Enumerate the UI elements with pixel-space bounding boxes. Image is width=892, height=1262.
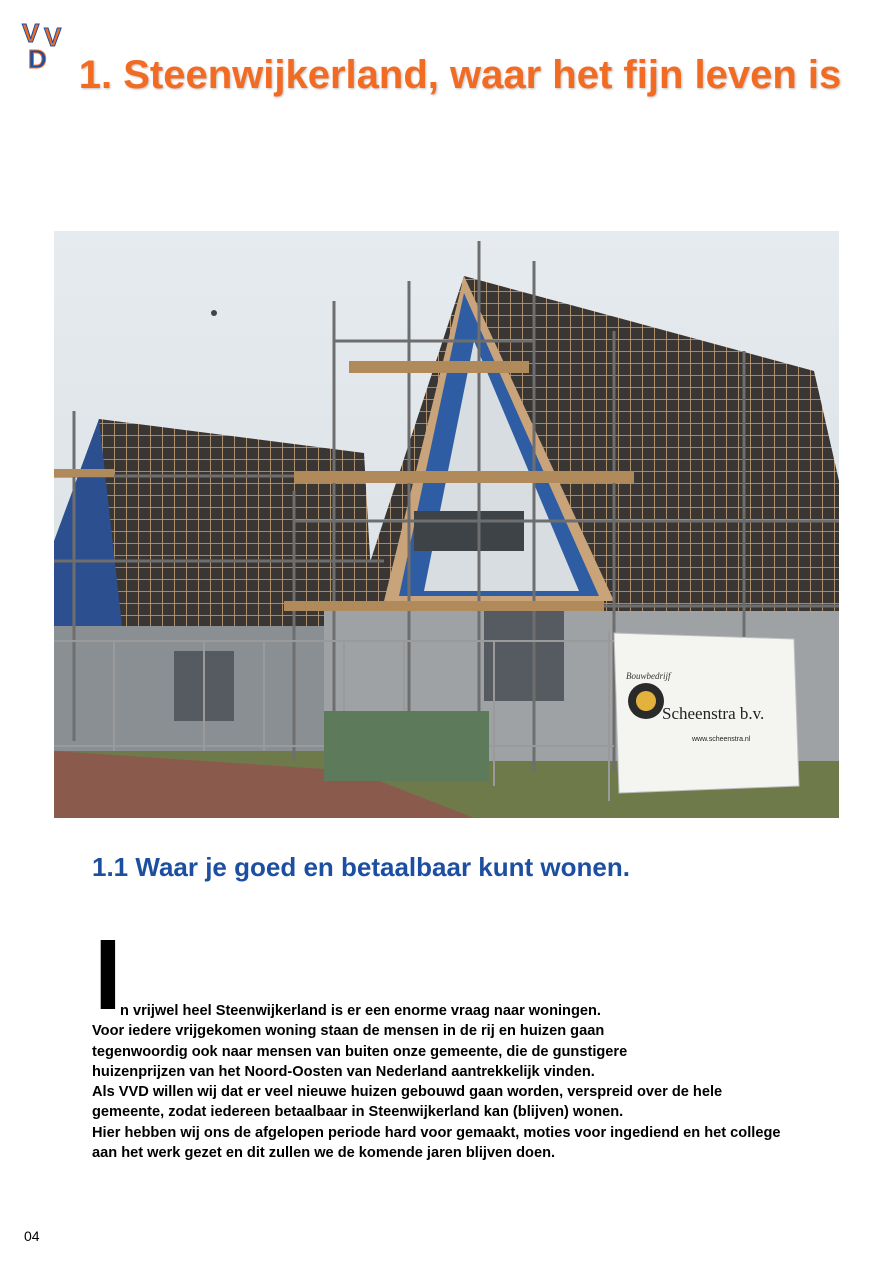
body-line: aan het werk gezet en dit zullen we de komende jaren blijven doen. bbox=[92, 1145, 556, 1162]
body-line: huizenprijzen van het Noord-Oosten van Nederland aantrekkelijk vinden. bbox=[92, 1063, 595, 1080]
body-line: Voor iedere vrijgekomen woning staan de mensen in de rij en huizen gaan bbox=[92, 1023, 605, 1040]
drop-cap: I bbox=[94, 919, 122, 1031]
page-title: 1. Steenwijkerland, waar het fijn leven is bbox=[78, 53, 842, 97]
body-line: gemeente, zodat iedereen betaalbaar in Steenwijkerland kan (blijven) wonen. bbox=[92, 1104, 624, 1121]
body-paragraph bbox=[92, 933, 882, 1163]
page-number: 04 bbox=[24, 1228, 40, 1244]
banner-company: Scheenstra b.v. bbox=[662, 704, 765, 723]
banner-line1: Bouwbedrijf bbox=[626, 671, 671, 681]
section-subtitle: 1.1 Waar je goed en betaalbaar kunt wonen. bbox=[92, 852, 630, 882]
svg-text:V: V bbox=[22, 18, 40, 48]
body-line: Als VVD willen wij dat er veel nieuwe huizen gebouwd gaan worden, verspreid over de hele bbox=[92, 1084, 723, 1101]
construction-photo bbox=[54, 231, 839, 818]
body-line: Hier hebben wij ons de afgelopen periode hard voor gemaakt, moties voor ingediend en het college bbox=[92, 1124, 781, 1141]
banner-url: www.scheenstra.nl bbox=[692, 736, 751, 743]
svg-text:V: V bbox=[44, 22, 62, 52]
body-line: tegenwoordig ook naar mensen van buiten onze gemeente, die de gunstigere bbox=[92, 1043, 628, 1060]
svg-text:D: D bbox=[28, 44, 47, 74]
body-line: n vrijwel heel Steenwijkerland is er een enorme vraag naar woningen. bbox=[120, 1003, 601, 1019]
